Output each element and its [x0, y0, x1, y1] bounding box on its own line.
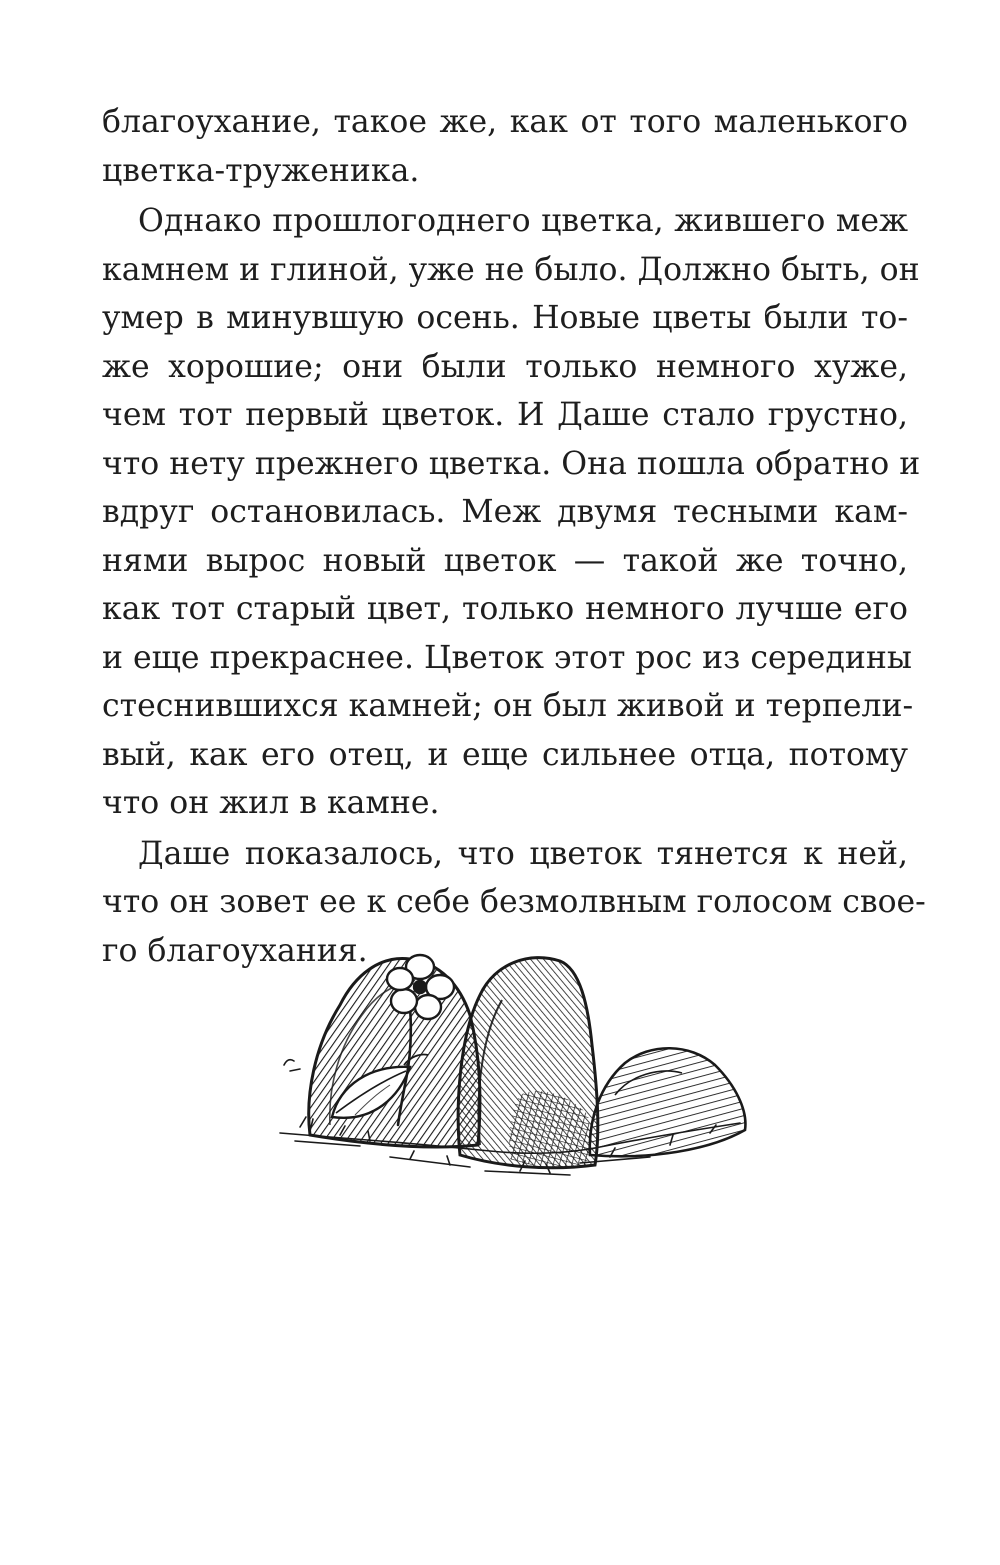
text-line: вдруг остановилась. Меж двумя тесными кам- [102, 494, 908, 530]
text-line: чем тот первый цветок. И Даше стало грустно, [102, 397, 908, 433]
paragraph-1 [102, 98, 908, 195]
text-line: го благоухания. [102, 932, 368, 969]
text-line: вый, как его отец, и еще сильнее отца, потому [102, 736, 908, 773]
text-line: умер в минувшую осень. Новые цветы были то- [102, 300, 908, 336]
text-line: как тот старый цвет, только немного лучше его [102, 591, 908, 627]
right-stone [590, 1048, 746, 1156]
text-line: же хорошие; они были только немного хуже, [102, 348, 908, 385]
text-line: цветка-труженика. [102, 152, 420, 189]
text-line: нями вырос новый цветок — такой же точно, [102, 542, 908, 579]
flower-between-stones-illustration [270, 945, 760, 1185]
text-line: что он зовет ее к себе безмолвным голосом свое- [102, 884, 926, 920]
text-line: что он жил в камне. [102, 785, 440, 821]
page-text [102, 98, 926, 975]
text-line: стеснившихся камней; он был живой и терпели- [102, 688, 914, 724]
text-line: камнем и глиной, уже не было. Должно быть, он [102, 251, 920, 288]
paragraph-2 [102, 197, 921, 828]
text-line: и еще прекраснее. Цветок этот рос из середины [102, 639, 912, 676]
text-line: благоухание, такое же, как от того маленького [102, 104, 908, 140]
text-line: Даше показалось, что цветок тянется к ней, [138, 835, 908, 872]
text-line: Однако прошлогоднего цветка, жившего меж [138, 203, 908, 239]
text-line: что нету прежнего цветка. Она пошла обратно и [102, 445, 921, 482]
